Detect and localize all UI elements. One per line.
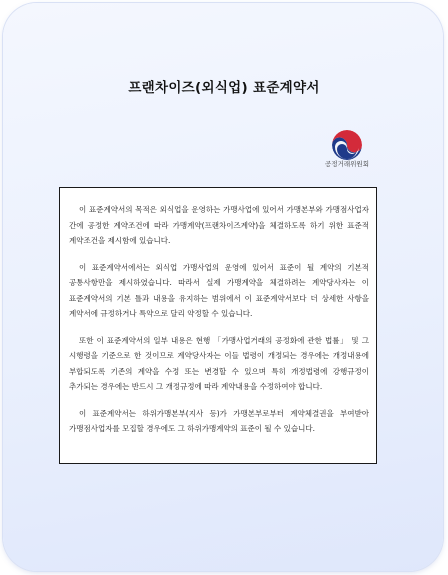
notice-box (59, 187, 377, 464)
notice-paragraph: 이 표준계약서의 목적은 외식업을 운영하는 가맹사업에 있어서 가맹본부와 가맹점사업자 간에 공정한 계약조건에 따라 가맹계약(프랜차이즈계약)을 체결하도록 하기 위한 표준적 계약조건을 제시함에 있습니다. (69, 205, 369, 245)
issuer-name: 공정거래위원회 (325, 160, 369, 168)
notice-paragraph: 이 표준계약서는 하위가맹본부(지사 등)가 가맹본부로부터 계약체결권을 부여받아 가맹점사업자를 모집할 경우에도 그 하위가맹계약의 표준이 될 수 있습니다. (69, 408, 369, 433)
document-title: 프랜차이즈(외식업) 표준계약서 (128, 80, 320, 96)
kftc-taegeuk-emblem-icon (330, 128, 364, 162)
notice-paragraph: 이 표준계약서에서는 외식업 가맹사업의 운영에 있어서 표준이 될 계약의 기본적 공통사항만을 제시하였습니다. 따라서 실제 가맹계약을 체결하려는 계약당사자는 이 표준계약서의 기본 틀과 내용을 유지하는 범위에서 이 표준계약서보다 더 상세한 사항을 계약서에 규정하거나 특약으로 달리 약정할 수 있습니다. (69, 262, 369, 318)
notice-paragraph: 또한 이 표준계약서의 일부 내용은 현행 「가맹사업거래의 공정화에 관한 법률」 및 그 시행령을 기준으로 한 것이므로 계약당사자는 이들 법령이 개정되는 경우에는 개정내용에 부합되도록 기존의 계약을 수정 또는 변경할 수 있으며 특히 개정법령에 강행규정이 추가되는 경우에는 반드시 그 개정규정에 따라 계약내용을 수정하여야 합니다. (69, 335, 369, 391)
